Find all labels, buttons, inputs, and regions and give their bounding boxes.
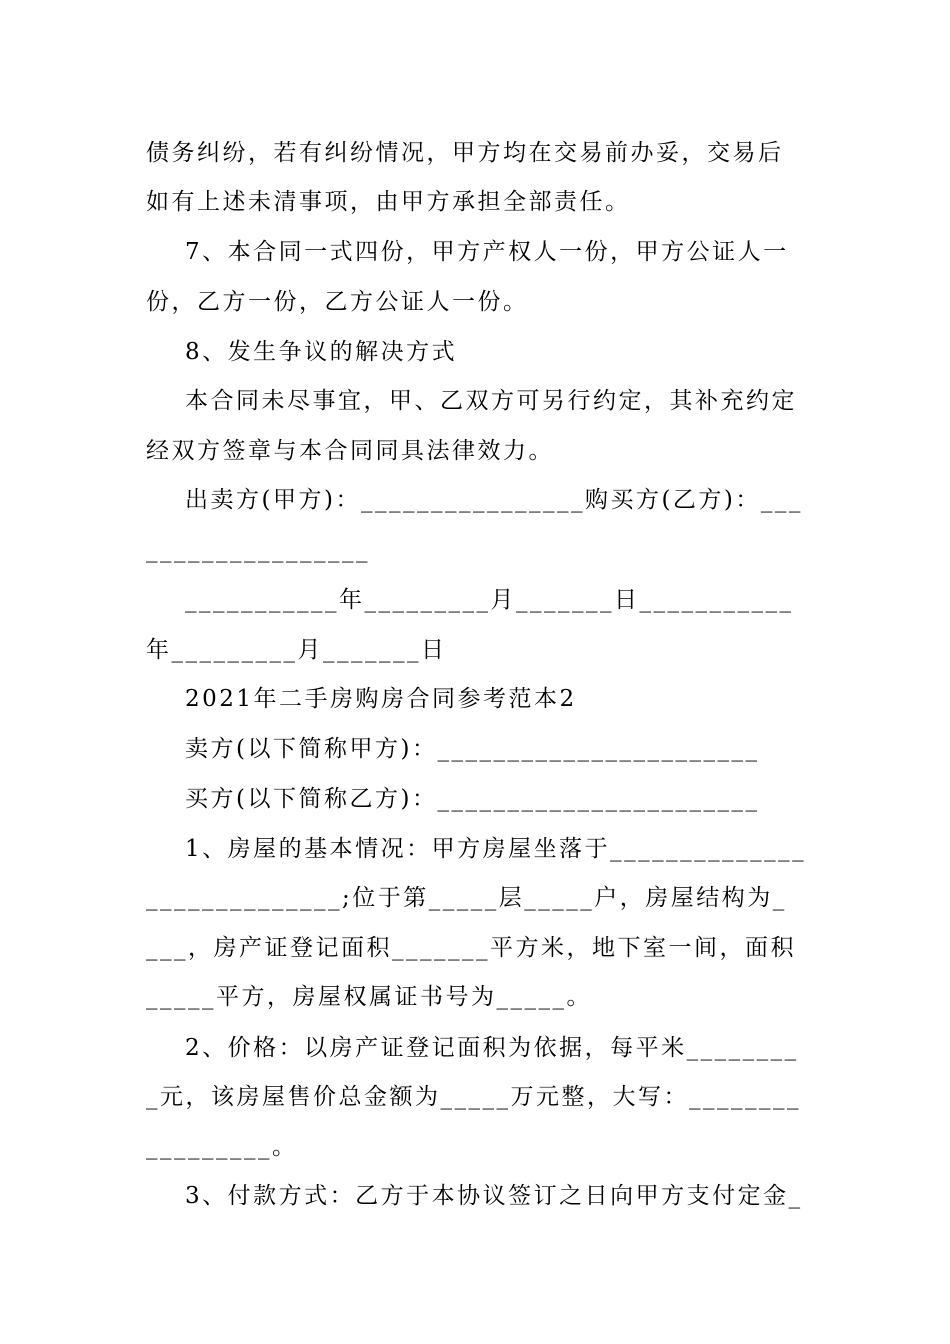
paragraph-line: _元，该房屋售价总金额为_____万元整，大写：________ bbox=[146, 1084, 801, 1110]
date-line: ___________年_________月_______日___________ bbox=[185, 587, 794, 613]
section-heading: 8、发生争议的解决方式 bbox=[185, 339, 458, 365]
paragraph-line: 本合同未尽事宜，甲、乙双方可另行约定，其补充约定 bbox=[185, 388, 797, 414]
buyer-line: 买方(以下简称乙方)：_______________________ bbox=[185, 786, 760, 812]
signature-line: 出卖方(甲方)：________________购买方(乙方)：___ bbox=[185, 487, 803, 513]
signature-line: ________________ bbox=[146, 537, 370, 563]
paragraph-line: 如有上述未清事项，由甲方承担全部责任。 bbox=[146, 189, 631, 215]
paragraph-line: 7、本合同一式四份，甲方产权人一份，甲方公证人一 bbox=[185, 239, 789, 265]
paragraph-line: _____平方，房屋权属证书号为_____。 bbox=[146, 984, 592, 1010]
paragraph-line: _________。 bbox=[146, 1134, 298, 1160]
paragraph-line: 债务纠纷，若有纠纷情况，甲方均在交易前办妥，交易后 bbox=[146, 140, 784, 166]
seller-line: 卖方(以下简称甲方)：_______________________ bbox=[185, 736, 760, 762]
paragraph-line: 经双方签章与本合同同具法律效力。 bbox=[146, 438, 554, 464]
paragraph-line: ___，房产证登记面积_______平方米，地下室一间，面积 bbox=[146, 935, 796, 961]
paragraph-line: 份，乙方一份，乙方公证人一份。 bbox=[146, 289, 529, 315]
document-title: 2021年二手房购房合同参考范本2 bbox=[185, 686, 577, 712]
paragraph-line: 2、价格：以房产证登记面积为依据，每平米________ bbox=[185, 1035, 799, 1061]
paragraph-line: 3、付款方式：乙方于本协议签订之日向甲方支付定金_ bbox=[185, 1183, 803, 1209]
paragraph-line: 1、房屋的基本情况：甲方房屋坐落于______________ bbox=[185, 836, 807, 862]
date-line: 年_________月_______日 bbox=[146, 637, 447, 663]
paragraph-line: ______________;位于第_____层_____户，房屋结构为_ bbox=[146, 885, 787, 911]
